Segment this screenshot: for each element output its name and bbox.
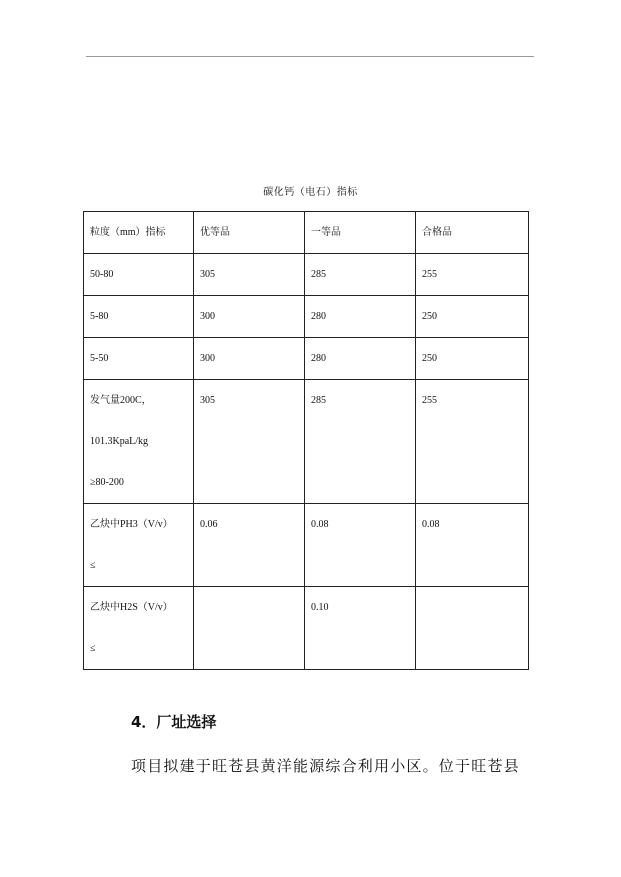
row-label-line: ≥80-200: [90, 477, 124, 488]
value-cell: 250: [416, 338, 529, 380]
value-cell: 300: [194, 296, 305, 338]
table-title: 碳化钙（电石）指标: [263, 187, 358, 198]
header-cell: 优等品: [194, 212, 305, 254]
header-cell: 粒度（mm）指标: [84, 212, 194, 254]
row-label-line: ≤: [90, 560, 96, 571]
table-row: [84, 380, 529, 504]
row-label-line: 乙炔中H2S（V/v）: [90, 602, 173, 613]
row-label: 5-50: [84, 338, 194, 380]
row-label: 5-80: [84, 296, 194, 338]
header-cell: 合格品: [416, 212, 529, 254]
row-label-line: 发气量200C，: [90, 395, 152, 406]
header-rule: [86, 56, 534, 57]
body-paragraph: 项目拟建于旺苍县黄洋能源综合利用小区。位于旺苍县: [131, 757, 520, 775]
value-cell: 255: [416, 380, 529, 504]
value-cell: 285: [305, 254, 416, 296]
table-row: [84, 338, 529, 380]
table-row: [84, 504, 529, 587]
spec-table: [83, 211, 529, 670]
table-header-row: [84, 212, 529, 254]
section-heading: 4．厂址选择: [131, 713, 217, 731]
value-cell: 0.10: [305, 587, 416, 670]
value-cell: 0.08: [305, 504, 416, 587]
row-label: [84, 587, 194, 670]
value-cell: 305: [194, 254, 305, 296]
row-label: 50-80: [84, 254, 194, 296]
table-row: [84, 254, 529, 296]
table-row: [84, 587, 529, 670]
value-cell: 280: [305, 296, 416, 338]
value-cell: 0.06: [194, 504, 305, 587]
value-cell: 280: [305, 338, 416, 380]
row-label-line: ≤: [90, 643, 96, 654]
value-cell: 255: [416, 254, 529, 296]
value-cell: 305: [194, 380, 305, 504]
table-row: [84, 296, 529, 338]
value-cell: [194, 587, 305, 670]
row-label: [84, 504, 194, 587]
value-cell: 0.08: [416, 504, 529, 587]
header-cell: 一等品: [305, 212, 416, 254]
row-label-line: 101.3KpaL/kg: [90, 436, 149, 447]
value-cell: 285: [305, 380, 416, 504]
value-cell: [416, 587, 529, 670]
row-label: [84, 380, 194, 504]
row-label-line: 乙炔中PH3（V/v）: [90, 519, 173, 530]
value-cell: 250: [416, 296, 529, 338]
value-cell: 300: [194, 338, 305, 380]
